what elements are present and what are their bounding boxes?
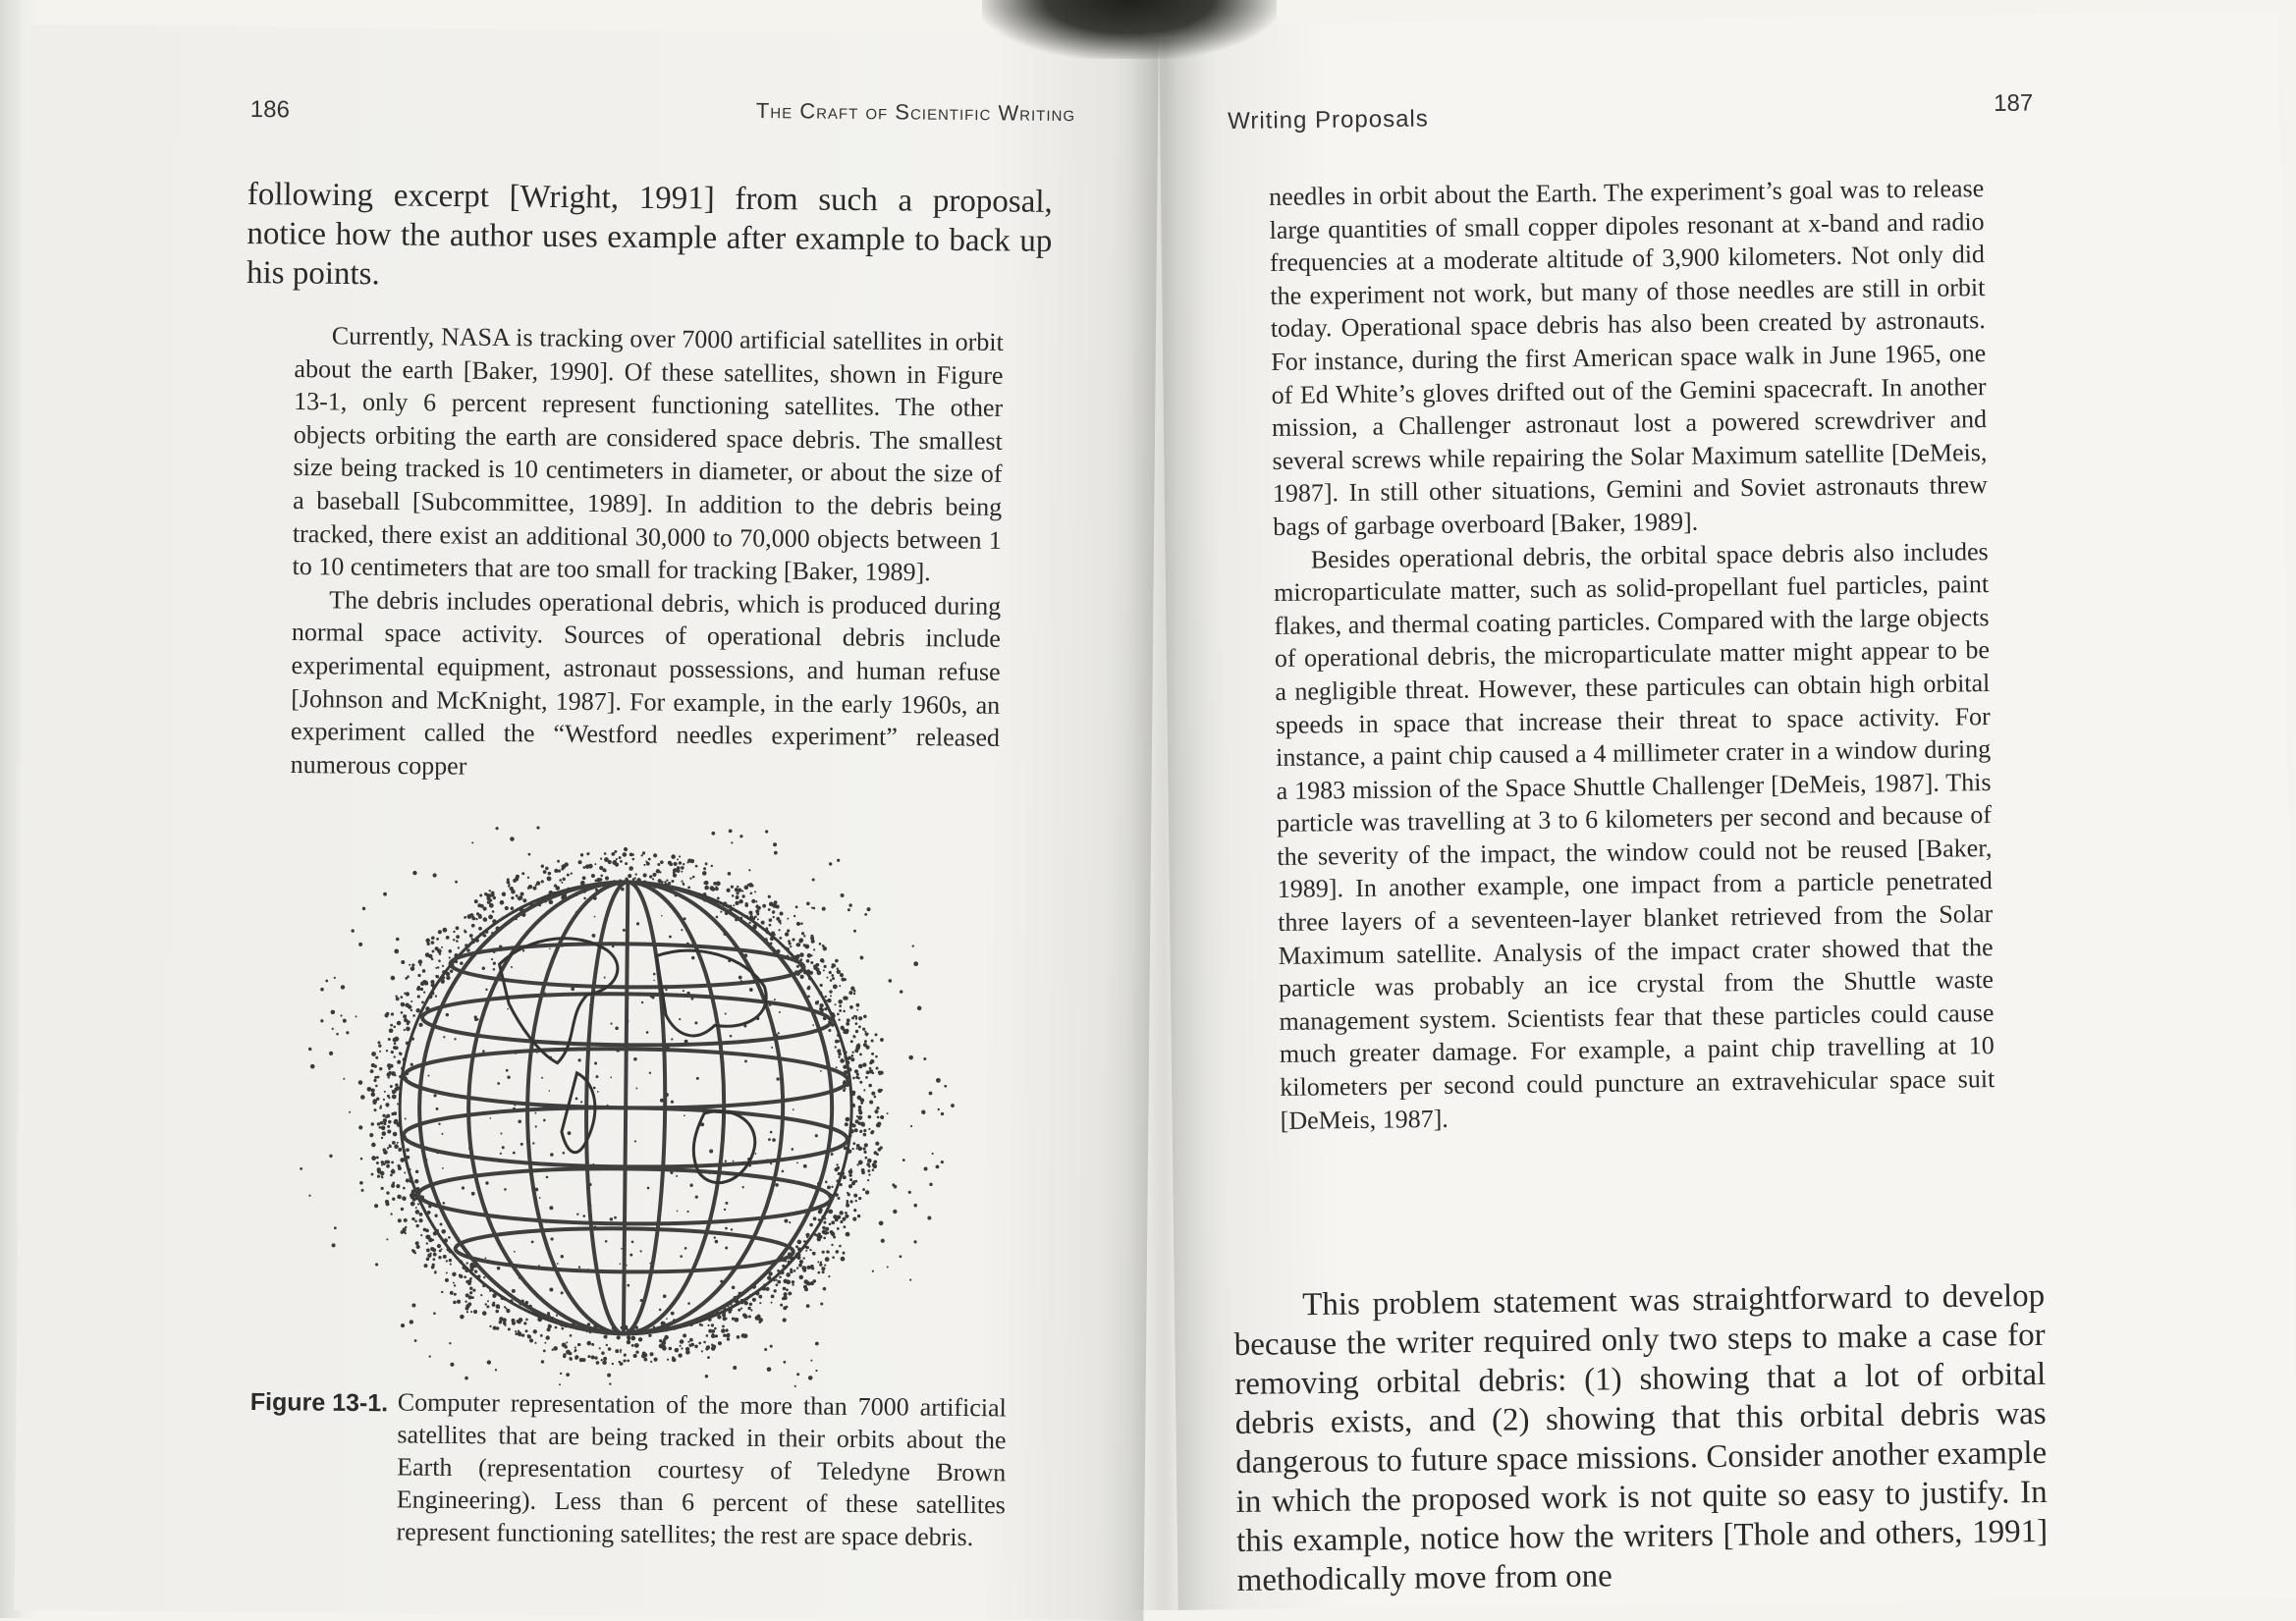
excerpt-block-left	[290, 319, 1003, 787]
figure-13-1	[279, 815, 972, 1396]
figure-label: Figure 13-1.	[249, 1387, 389, 1418]
excerpt-block-right	[1269, 172, 1995, 1137]
debris-globe-illustration	[279, 815, 972, 1391]
intro-text: following excerpt [Wright, 1991] from such a proposal, notice how the author uses example after example to back up his points.	[246, 176, 1053, 293]
right-page-number: 187	[1994, 89, 2034, 117]
figure-caption	[248, 1384, 1007, 1553]
excerpt-paragraph-1: Currently, NASA is tracking over 7000 artificial satellites in orbit about the earth [Baker, 1990]. Of these satellites, shown in Figure 13-1, only 6 percent represent functioning satellites. The other objects orbiting the earth are considered space debris. The smallest size being tracked is 10 centimeters in diameter, or about the size of a baseball [Subcommittee, 1989]. In addition to the debris being tracked, there exist an additional 30,000 to 70,000 objects between 1 to 10 centimeters that are too small for tracking [Baker, 1989].	[292, 321, 1004, 587]
right-running-head: Writing Proposals	[1228, 105, 1429, 135]
intro-paragraph	[246, 175, 1053, 300]
left-page-number: 186	[249, 96, 291, 124]
left-running-head: The Craft of Scientific Writing	[755, 98, 1076, 127]
book-top-shadow	[982, 0, 1277, 59]
excerpt-paragraph-2: The debris includes operational debris, which is produced during normal space activity. Sources of operational debris include experimental equipment, astronaut possessions, and human refuse [Johnson and McKnight, 1987]. For example, in the early 1960s, an experiment called the “Westford needles experiment” released numerous copper	[290, 585, 1002, 781]
excerpt-continuation: needles in orbit about the Earth. The experiment’s goal was to release large quantities of small copper dipoles resonant at x-band and radio frequencies at a moderate altitude of 3,900 kilometers. Not only did the experiment not work, but many of those needles are still in orbit today. Operational space debris has also been created by astronauts. For instance, during the first American space walk in June 1965, one of Ed White’s gloves drifted out of the Gemini spacecraft. In another mission, a Challenger astronaut lost a powered screwdriver and several screws while repairing the Solar Maximum satellite [DeMeis, 1987]. In still other situations, Gemini and Soviet astronauts threw bags of garbage overboard [Baker, 1989].	[1269, 174, 1989, 541]
book-spine-shadow	[1129, 39, 1208, 1610]
excerpt-paragraph-3: Besides operational debris, the orbital space debris also includes microparticulate matter, such as solid-propellant fuel particles, paint flakes, and thermal coating particles. Compared with the large objects of operational debris, the microparticulate matter might appear to be a negligible threat. However, these particules can obtain high orbital speeds in space that increase their threat to space activity. For instance, a paint chip caused a 4 millimeter crater in a window during a 1983 mission of the Space Shuttle Challenger [DeMeis, 1987]. This particle was travelling at 3 to 6 kilometers per second and because of the severity of the impact, the window could not be reused [Baker, 1989]. In another example, one impact from a particle penetrated three layers of a seventeen-layer blanket retrieved from the Solar Maximum satellite. Analysis of the impact crater showed that the particle was probably an ice crystal from the Shuttle waste management system. Scientists fear that these particles could cause much greater damage. For example, a paint chip travelling at 10 kilometers per second could puncture an extravehicular space suit [DeMeis, 1987].	[1273, 536, 1995, 1135]
commentary-paragraph	[1233, 1276, 2049, 1600]
figure-caption-text: Computer representation of the more than 7000 artificial satellites that are being tracked in their orbits about the Earth (representation courtesy of Teledyne Brown Engineering). Less than 6 percent of these satellites represent functioning satellites; the rest are space debris.	[396, 1387, 1007, 1552]
commentary-text: This problem statement was straightforward to develop because the writer required only two steps to make a case for removing orbital debris: (1) showing that a lot of orbital debris exists, and (2) showing that this orbital debris was dangerous to future space missions. Consider another example in which the proposed work is not quite so easy to justify. In this example, notice how the writers [Thole and others, 1991] methodically move from one	[1233, 1277, 2049, 1598]
